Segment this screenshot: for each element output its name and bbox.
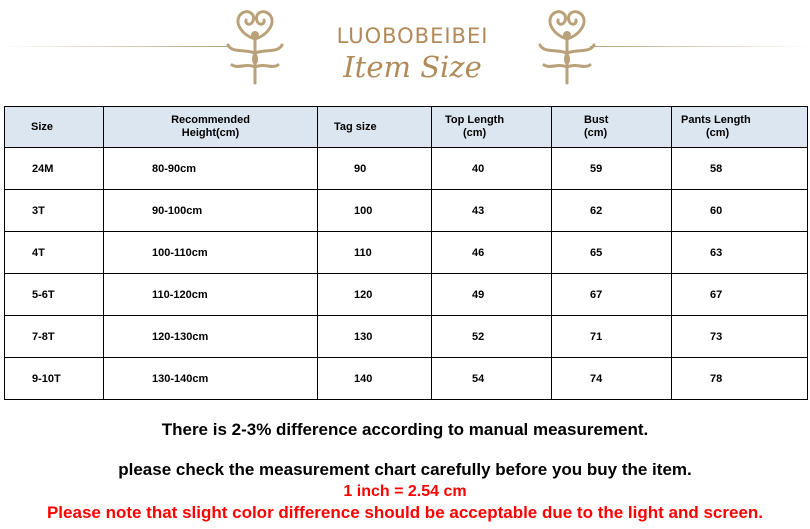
cell-bust: 62 — [552, 190, 672, 232]
column-header-label: Top Length — [445, 114, 505, 126]
cell-top-length: 43 — [432, 190, 552, 232]
column-header-label: Size — [31, 120, 54, 133]
flourish-ornament-icon — [220, 5, 290, 87]
cell-bust: 74 — [552, 358, 672, 400]
cell-tag-size: 120 — [318, 274, 432, 316]
color-difference-note: Please note that slight color difference should be acceptable due to the light and screen. — [46, 503, 764, 522]
column-header-label: (cm) — [463, 127, 487, 139]
cell-height: 80-90cm — [104, 148, 318, 190]
cell-pants-length: 78 — [672, 358, 808, 400]
cell-top-length: 52 — [432, 316, 552, 358]
cell-bust: 65 — [552, 232, 672, 274]
measurement-difference-note: There is 2-3% difference according to manual measurement. — [161, 420, 649, 439]
cell-top-length: 54 — [432, 358, 552, 400]
cell-tag-size: 130 — [318, 316, 432, 358]
column-header-tag-size — [318, 107, 432, 148]
cell-pants-length: 73 — [672, 316, 808, 358]
cell-size: 24M — [5, 148, 104, 190]
column-header-top-length — [432, 107, 552, 148]
cell-height: 110-120cm — [104, 274, 318, 316]
cell-top-length: 49 — [432, 274, 552, 316]
cell-pants-length: 58 — [672, 148, 808, 190]
check-chart-note: please check the measurement chart carefully before you buy the item. — [118, 460, 692, 479]
table-row — [5, 316, 808, 358]
cell-tag-size: 140 — [318, 358, 432, 400]
column-header-bust — [552, 107, 672, 148]
cell-bust: 67 — [552, 274, 672, 316]
cell-top-length: 46 — [432, 232, 552, 274]
cell-height: 100-110cm — [104, 232, 318, 274]
page-header — [0, 0, 810, 100]
table-header-row — [5, 107, 808, 148]
cell-bust: 71 — [552, 316, 672, 358]
cell-pants-length: 67 — [672, 274, 808, 316]
cell-size: 4T — [5, 232, 104, 274]
column-header-label: Recommended — [171, 114, 250, 126]
table-row — [5, 274, 808, 316]
flourish-ornament-icon — [532, 5, 602, 87]
size-chart-table — [4, 106, 808, 400]
column-header-label: (cm) — [706, 127, 730, 139]
cell-bust: 59 — [552, 148, 672, 190]
cell-height: 130-140cm — [104, 358, 318, 400]
column-header-height — [104, 107, 318, 148]
column-header-pants-length — [672, 107, 808, 148]
cell-size: 3T — [5, 190, 104, 232]
table-row — [5, 148, 808, 190]
column-header-label: Bust — [584, 114, 609, 126]
table-row — [5, 232, 808, 274]
column-header-label: Height(cm) — [181, 127, 240, 139]
column-header-label: (cm) — [584, 127, 608, 139]
table-row — [5, 190, 808, 232]
brand-name: LUOBOBEIBEI — [336, 24, 489, 48]
cell-height: 90-100cm — [104, 190, 318, 232]
cell-pants-length: 60 — [672, 190, 808, 232]
cell-pants-length: 63 — [672, 232, 808, 274]
inch-conversion-note: 1 inch = 2.54 cm — [343, 483, 467, 500]
table-row — [5, 358, 808, 400]
decorative-line-right — [590, 46, 810, 47]
cell-top-length: 40 — [432, 148, 552, 190]
cell-height: 120-130cm — [104, 316, 318, 358]
cell-size: 5-6T — [5, 274, 104, 316]
cell-tag-size: 100 — [318, 190, 432, 232]
column-header-size — [5, 107, 104, 148]
cell-tag-size: 90 — [318, 148, 432, 190]
page-title: Item Size — [343, 50, 482, 84]
cell-size: 9-10T — [5, 358, 104, 400]
column-header-label: Pants Length — [681, 114, 751, 126]
cell-tag-size: 110 — [318, 232, 432, 274]
cell-size: 7-8T — [5, 316, 104, 358]
column-header-label: Tag size — [334, 120, 377, 133]
decorative-line-left — [0, 46, 228, 47]
